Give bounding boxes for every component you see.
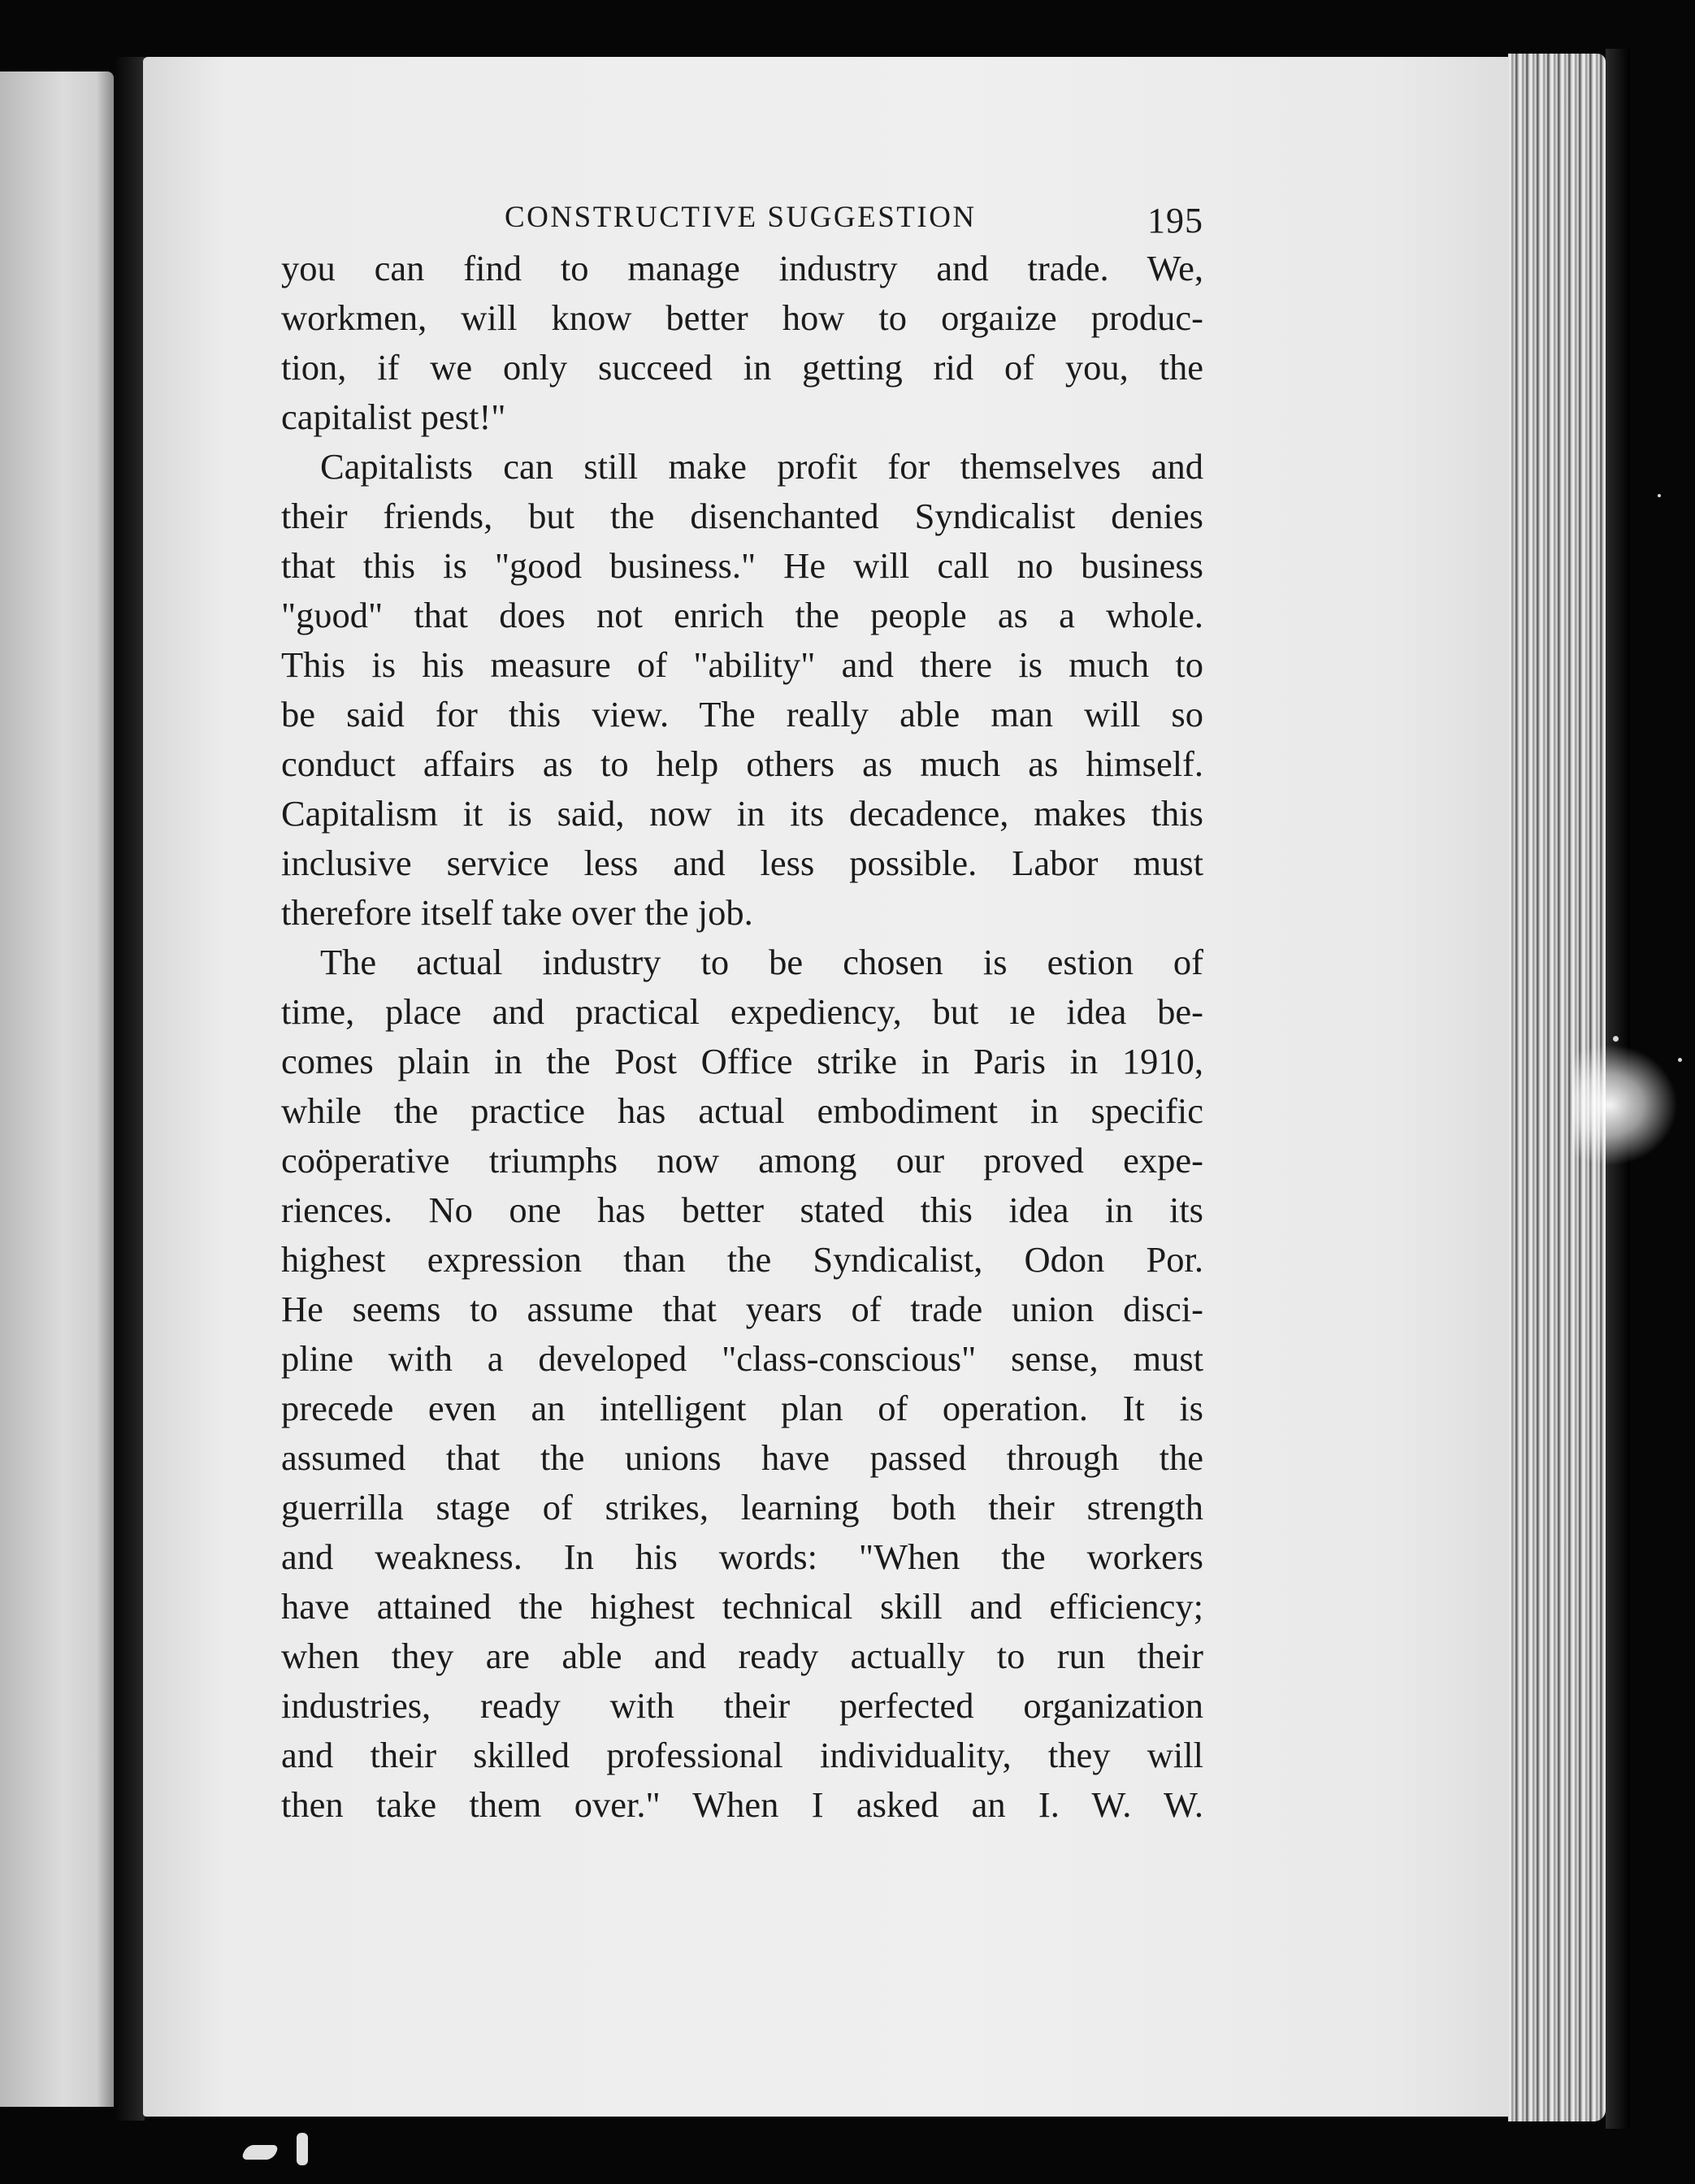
text-line: and their skilled professional individuality, they will (281, 1735, 1203, 1775)
text-line: that this is "good business." He will call no business (281, 545, 1203, 586)
scan-blemish (241, 2145, 280, 2160)
text-line: pline with a developed "class-conscious" sense, must (281, 1338, 1203, 1379)
text-line: "gυod" that does not enrich the people as a whole. (281, 595, 1203, 635)
text-line: industries, ready with their perfected organization (281, 1685, 1203, 1726)
text-line: when they are able and ready actually to run their (281, 1636, 1203, 1676)
text-line: comes plain in the Post Office strike in Paris in 1910, (281, 1041, 1203, 1081)
text-line: The actual industry to be chosen is estion of (320, 942, 1203, 982)
text-line: then take them over." When I asked an I. W. W. (281, 1784, 1203, 1825)
paragraph-3 (281, 938, 1203, 1830)
left-page-edge (0, 72, 114, 2107)
page-text (281, 193, 1203, 1830)
text-line: highest expression than the Syndicalist, Odon Por. (281, 1239, 1203, 1280)
text-line: their friends, but the disenchanted Syndicalist denies (281, 496, 1203, 536)
text-line: conduct affairs as to help others as much as himself. (281, 743, 1203, 784)
scan-speck (1613, 1036, 1619, 1042)
paragraph-1 (281, 244, 1203, 442)
text-line: and weakness. In his words: "When the workers (281, 1536, 1203, 1577)
text-line: coöperative triumphs now among our proved expe- (281, 1140, 1203, 1181)
text-line: inclusive service less and less possible. Labor must (281, 843, 1203, 883)
text-line: guerrilla stage of strikes, learning both their strength (281, 1487, 1203, 1528)
text-line: He seems to assume that years of trade union disci- (281, 1289, 1203, 1329)
page-number: 195 (1147, 201, 1203, 240)
light-glare (1572, 1044, 1678, 1166)
text-line: workmen, will know better how to orgaıize produc- (281, 297, 1203, 338)
text-line: Capitalism it is said, now in its decadence, makes this (281, 793, 1203, 834)
text-line: you can find to manage industry and trade. We, (281, 248, 1203, 288)
text-line: precede even an intelligent plan of operation. It is (281, 1388, 1203, 1428)
text-line: riences. No one has better stated this idea in its (281, 1190, 1203, 1230)
text-line: therefore itself take over the job. (281, 892, 753, 933)
text-line: while the practice has actual embodiment in specific (281, 1090, 1203, 1131)
running-head (281, 193, 1203, 244)
text-line: assumed that the unions have passed through the (281, 1437, 1203, 1478)
text-line: tion, if we only succeed in getting rid of you, the (281, 347, 1203, 388)
text-line: be said for this view. The really able man will so (281, 694, 1203, 734)
book-gutter (114, 57, 145, 2121)
text-line: have attained the highest technical skill and efficiency; (281, 1586, 1203, 1627)
text-line: This is his measure of "ability" and there is much to (281, 644, 1203, 685)
scan-blemish (297, 2133, 308, 2165)
text-line: time, place and practical expediency, but ıe idea be- (281, 991, 1203, 1032)
running-title: CONSTRUCTIVE SUGGESTION (505, 201, 977, 234)
scan-speck (1658, 494, 1661, 497)
text-line: capitalist pest!" (281, 396, 506, 437)
text-line: Capitalists can still make profit for themselves and (320, 446, 1203, 487)
paragraph-2 (281, 442, 1203, 938)
scan-speck (1678, 1058, 1682, 1062)
